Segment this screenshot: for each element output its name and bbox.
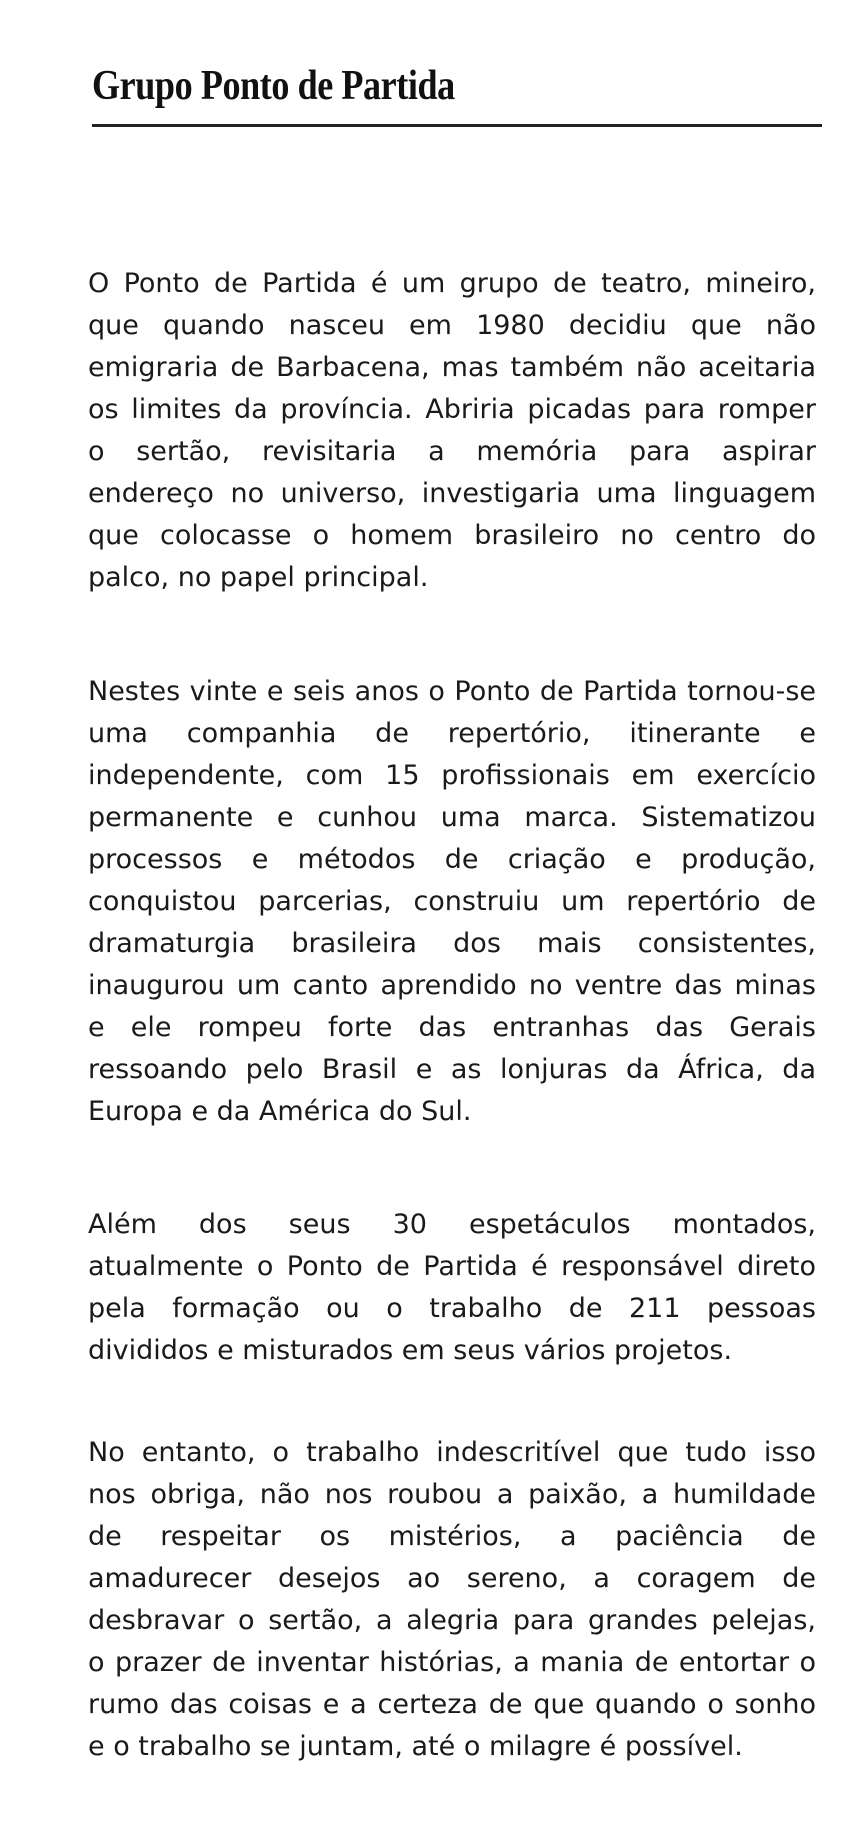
text-line: conquistou parcerias, construiu um repertório de [88, 886, 816, 917]
text-line: Além dos seus 30 espetáculos montados, [88, 1209, 816, 1240]
text-line: processos e métodos de criação e produção, [88, 844, 816, 875]
page-title: Grupo Ponto de Partida [92, 63, 455, 109]
text-line: o prazer de inventar histórias, a mania de entortar o [88, 1647, 816, 1678]
text-line: Europa e da América do Sul. [88, 1096, 472, 1127]
text-line: dramaturgia brasileira dos mais consistentes, [88, 928, 816, 959]
text-line: uma companhia de repertório, itinerante e [88, 718, 816, 749]
text-line: independente, com 15 profissionais em exercício [88, 760, 816, 791]
text-line: atualmente o Ponto de Partida é responsável direto [88, 1251, 816, 1282]
text-line: amadurecer desejos ao sereno, a coragem de [88, 1563, 816, 1594]
paragraph-intro [88, 263, 816, 599]
text-line: de respeitar os mistérios, a paciência de [88, 1521, 816, 1552]
text-line: O Ponto de Partida é um grupo de teatro, mineiro, [88, 268, 816, 299]
text-line: e o trabalho se juntam, até o milagre é possível. [88, 1731, 743, 1762]
text-line: pela formação ou o trabalho de 211 pessoas [88, 1293, 816, 1324]
text-line: endereço no universo, investigaria uma linguagem [88, 478, 816, 509]
text-line: emigraria de Barbacena, mas também não aceitaria [88, 352, 816, 383]
text-line: rumo das coisas e a certeza de que quando o sonho [88, 1689, 816, 1720]
text-line: e ele rompeu forte das entranhas das Gerais [88, 1012, 816, 1043]
text-line: que colocasse o homem brasileiro no centro do [88, 520, 816, 551]
text-line: o sertão, revisitaria a memória para aspirar [88, 436, 816, 467]
text-line: Nestes vinte e seis anos o Ponto de Partida tornou-se [88, 676, 816, 707]
text-line: nos obriga, não nos roubou a paixão, a humildade [88, 1479, 816, 1510]
paragraph-closing [88, 1432, 816, 1768]
paragraph-history [88, 671, 816, 1133]
text-line: No entanto, o trabalho indescritível que tudo isso [88, 1437, 816, 1468]
text-line: desbravar o sertão, a alegria para grandes pelejas, [88, 1605, 816, 1636]
text-line: que quando nasceu em 1980 decidiu que não [88, 310, 816, 341]
text-line: divididos e misturados em seus vários projetos. [88, 1335, 733, 1366]
text-line: os limites da província. Abriria picadas para romper [88, 394, 816, 425]
text-line: palco, no papel principal. [88, 562, 429, 593]
text-line: ressoando pelo Brasil e as lonjuras da África, da [88, 1054, 816, 1085]
text-line: inaugurou um canto aprendido no ventre das minas [88, 970, 816, 1001]
text-line: permanente e cunhou uma marca. Sistematizou [88, 802, 816, 833]
paragraph-projects [88, 1204, 816, 1372]
title-underline [92, 124, 822, 127]
